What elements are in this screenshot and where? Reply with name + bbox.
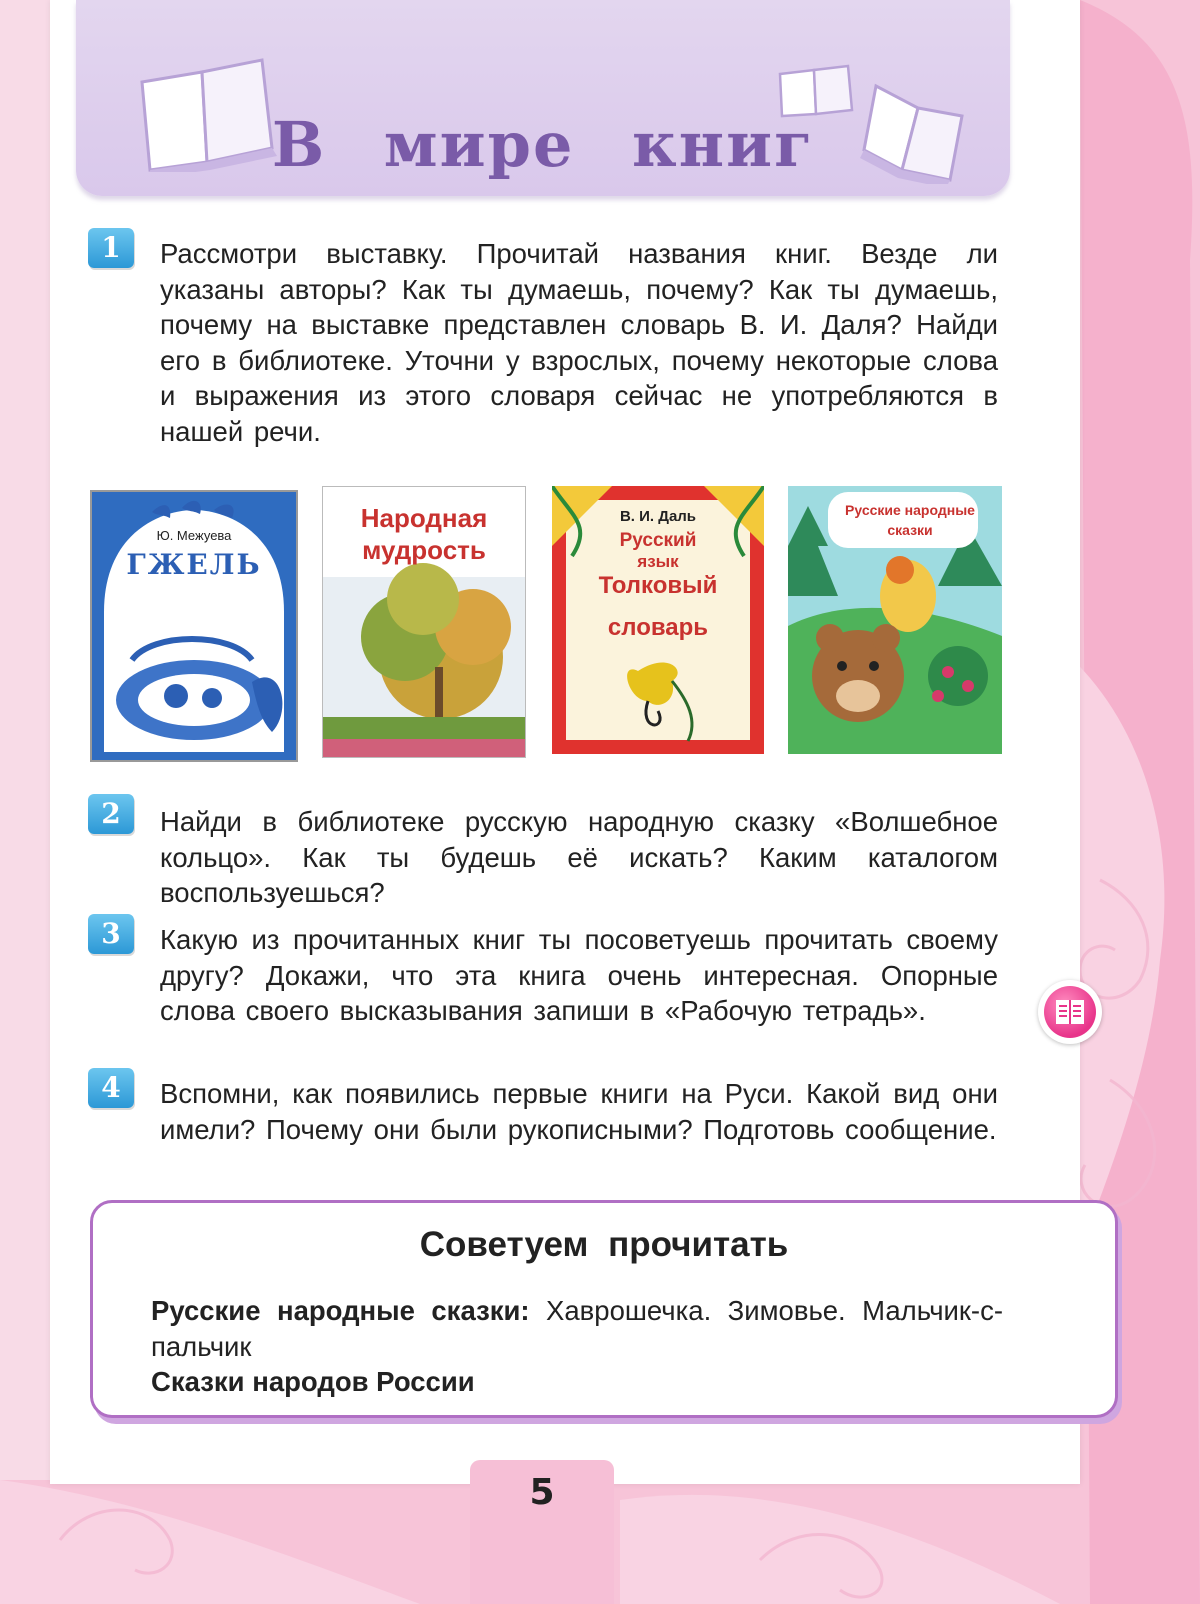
book-author: Ю. Межуева bbox=[156, 528, 232, 543]
task-text: Какую из прочитанных книг ты посоветуешь прочитать своему другу? Докажи, что эта книга очень интересная. Опорные слова своего высказывания запиши в «Рабочую тетрадь». bbox=[160, 924, 998, 1026]
task-number-badge: 1 bbox=[88, 228, 134, 268]
book-title-line: словарь bbox=[607, 614, 709, 641]
tales-heading: Русские народные сказки: bbox=[151, 1295, 530, 1326]
recommended-reading-title: Советуем прочитать bbox=[419, 1225, 789, 1264]
recommended-reading-box bbox=[90, 1200, 1118, 1418]
tales-heading: Сказки народов России bbox=[151, 1366, 475, 1397]
task-text: Вспомни, как появились первые книги на Руси. Какой вид они имели? Почему они были рукописными? Подготовь сообщение. bbox=[160, 1078, 998, 1145]
book-title-line: язык bbox=[637, 552, 679, 571]
book-title-line: Народная bbox=[360, 503, 488, 533]
book-cover-russian-tales bbox=[788, 486, 1002, 754]
book-cover-dal-dictionary bbox=[552, 486, 764, 754]
book-title-line: мудрость bbox=[362, 535, 486, 565]
chapter-header bbox=[76, 0, 1010, 196]
recommended-reading-list bbox=[151, 1293, 1003, 1400]
page-number: 5 bbox=[529, 1472, 555, 1513]
book-title-line: сказки bbox=[887, 522, 933, 538]
chapter-title: В мире книг bbox=[271, 108, 815, 181]
book-cover-gzhel bbox=[90, 490, 298, 762]
book-title-line: Толковый bbox=[598, 572, 718, 599]
book-title: ГЖЕЛЬ bbox=[126, 548, 262, 581]
task-number-badge: 2 bbox=[88, 794, 134, 834]
book-cover-narodnaya-mudrost bbox=[322, 486, 526, 758]
book-title-line: Русские народные bbox=[845, 502, 975, 518]
page-number-tab bbox=[470, 1460, 614, 1604]
workbook-icon[interactable] bbox=[1038, 980, 1102, 1044]
task-text: Найди в библиотеке русскую народную сказку «Волшебное кольцо». Как ты будешь её искать? Каким каталогом воспользуешься? bbox=[160, 806, 998, 908]
tales-list: Хаврошечка. Зимовье. Мальчик-с-пальчик bbox=[151, 1295, 1003, 1362]
open-book-icon bbox=[1044, 986, 1096, 1038]
book-title-line: Русский bbox=[619, 530, 697, 551]
book-author: В. И. Даль bbox=[619, 508, 697, 525]
task-number-badge: 4 bbox=[88, 1068, 134, 1108]
workbook-icon-badge bbox=[1044, 986, 1096, 1038]
task-number-badge: 3 bbox=[88, 914, 134, 954]
task-text: Рассмотри выставку. Прочитай названия книг. Везде ли указаны авторы? Как ты думаешь, почему? Как ты думаешь, почему на выставке представлен словарь В. И. Даля? Найди его в библиотеке. Уточни у взрослых, почему некоторые слова и выражения из этого словаря сейчас не употребляются в нашей речи. bbox=[160, 238, 998, 447]
